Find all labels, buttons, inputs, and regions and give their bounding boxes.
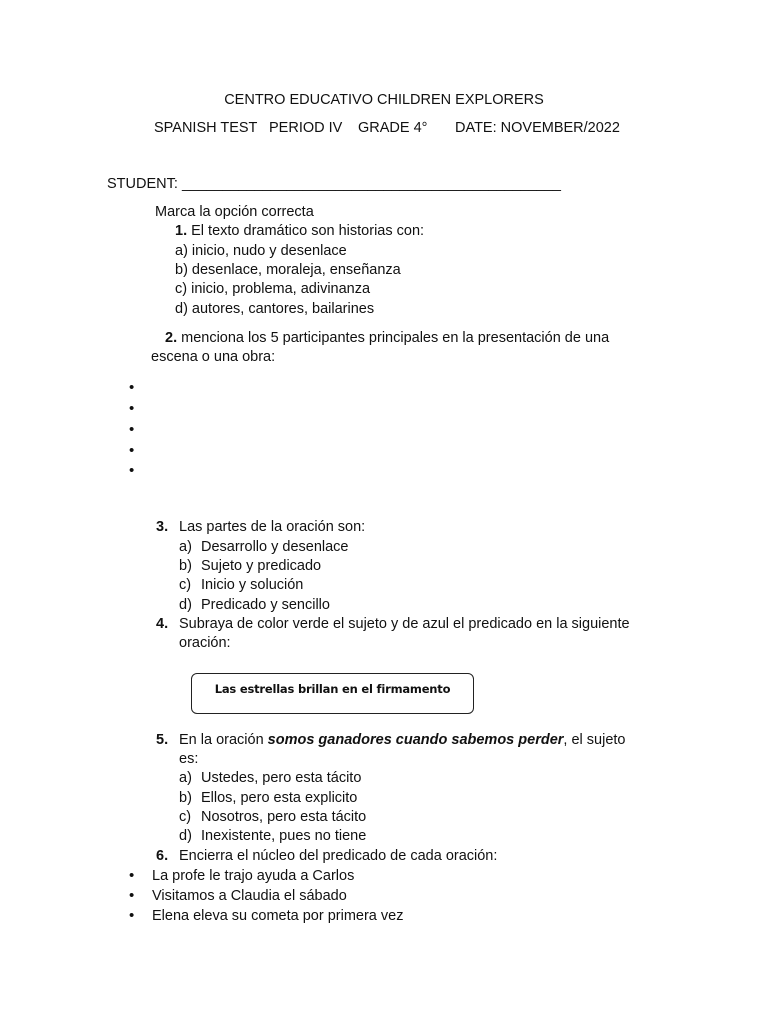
- q3-option-letter: c): [179, 577, 192, 593]
- q6-text: Encierra el núcleo del predicado de cada oración:: [179, 848, 498, 864]
- q2-answer-bullet[interactable]: •: [129, 400, 135, 417]
- q3-text: Las partes de la oración son:: [179, 519, 366, 535]
- q5-option-b-text: Ellos, pero esta explicito: [201, 790, 358, 806]
- q3-option-d[interactable]: [179, 596, 192, 614]
- q3-option-letter: d): [179, 597, 192, 613]
- q1-option-d[interactable]: d) autores, cantores, bailarines: [175, 301, 375, 317]
- q4-text-line2: oración:: [179, 635, 231, 651]
- q5-option-c[interactable]: [179, 808, 191, 826]
- q5-text-post: , el sujeto: [563, 732, 626, 748]
- q2-prompt: [165, 329, 609, 347]
- q5-text-emphasis: somos ganadores cuando sabemos perder: [267, 732, 564, 748]
- q2-answer-bullet[interactable]: •: [129, 442, 135, 459]
- q3-option-b-text: Sujeto y predicado: [201, 558, 322, 574]
- q5-option-a-text: Ustedes, pero esta tácito: [201, 770, 362, 786]
- q1-option-b[interactable]: b) desenlace, moraleja, enseñanza: [175, 262, 401, 278]
- q5-option-c-text: Nosotros, pero esta tácito: [201, 809, 367, 825]
- q4-sentence[interactable]: Las estrellas brillan en el firmamento: [214, 682, 451, 696]
- student-field[interactable]: [107, 175, 561, 193]
- q5-option-b[interactable]: [179, 789, 192, 807]
- q1-instruction: Marca la opción correcta: [155, 204, 314, 220]
- q5-number: 5.: [156, 732, 169, 748]
- q5-option-letter: c): [179, 809, 192, 825]
- q6-sentence-1[interactable]: La profe le trajo ayuda a Carlos: [152, 868, 355, 884]
- q2-text-line2: escena o una obra:: [151, 349, 276, 365]
- q3-option-c-text: Inicio y solución: [201, 577, 304, 593]
- q1-option-a[interactable]: a) inicio, nudo y desenlace: [175, 243, 347, 259]
- q3-option-c[interactable]: [179, 576, 191, 594]
- q6-sentence-3[interactable]: Elena eleva su cometa por primera vez: [152, 908, 404, 924]
- q2-text-line1: menciona los 5 participantes principales en la presentación de una: [177, 330, 610, 346]
- q3-option-a-text: Desarrollo y desenlace: [201, 539, 349, 555]
- test-name: SPANISH TEST: [154, 120, 258, 136]
- q3-option-letter: a): [179, 539, 192, 555]
- q4-sentence-box[interactable]: [191, 673, 474, 714]
- q5-prompt: [179, 731, 625, 749]
- q1-number: 1.: [175, 223, 188, 239]
- q2-number: 2.: [165, 330, 178, 346]
- q5-option-letter: d): [179, 828, 192, 844]
- bullet-icon: •: [129, 887, 135, 904]
- q5-option-letter: b): [179, 790, 192, 806]
- q5-text-line2: es:: [179, 751, 199, 767]
- q3-option-d-text: Predicado y sencillo: [201, 597, 330, 613]
- q1-prompt: [175, 222, 424, 240]
- q5-option-d[interactable]: [179, 827, 192, 845]
- q4-number: 4.: [156, 616, 169, 632]
- student-line: _______________________________________________: [181, 176, 561, 192]
- q2-answer-bullet[interactable]: •: [129, 421, 135, 438]
- test-date: DATE: NOVEMBER/2022: [455, 120, 620, 136]
- q3-number: 3.: [156, 519, 169, 535]
- q1-text: El texto dramático son historias con:: [187, 223, 425, 239]
- q4-text-line1: Subraya de color verde el sujeto y de azul el predicado en la siguiente: [179, 616, 630, 632]
- bullet-icon: •: [129, 867, 135, 884]
- q3-option-a[interactable]: [179, 538, 192, 556]
- test-period: PERIOD IV: [269, 120, 343, 136]
- q6-sentence-2[interactable]: Visitamos a Claudia el sábado: [152, 888, 347, 904]
- q5-text-pre: En la oración: [179, 732, 268, 748]
- q3-option-letter: b): [179, 558, 192, 574]
- q5-option-letter: a): [179, 770, 192, 786]
- q2-answer-bullet[interactable]: •: [129, 462, 135, 479]
- student-label: STUDENT:: [107, 176, 178, 192]
- q5-option-a[interactable]: [179, 769, 192, 787]
- q1-option-c[interactable]: c) inicio, problema, adivinanza: [175, 281, 371, 297]
- q5-option-d-text: Inexistente, pues no tiene: [201, 828, 367, 844]
- school-name: CENTRO EDUCATIVO CHILDREN EXPLORERS: [224, 92, 544, 108]
- bullet-icon: •: [129, 907, 135, 924]
- q3-option-b[interactable]: [179, 557, 192, 575]
- q2-answer-bullet[interactable]: •: [129, 379, 135, 396]
- test-grade: GRADE 4°: [358, 120, 428, 136]
- q6-number: 6.: [156, 848, 169, 864]
